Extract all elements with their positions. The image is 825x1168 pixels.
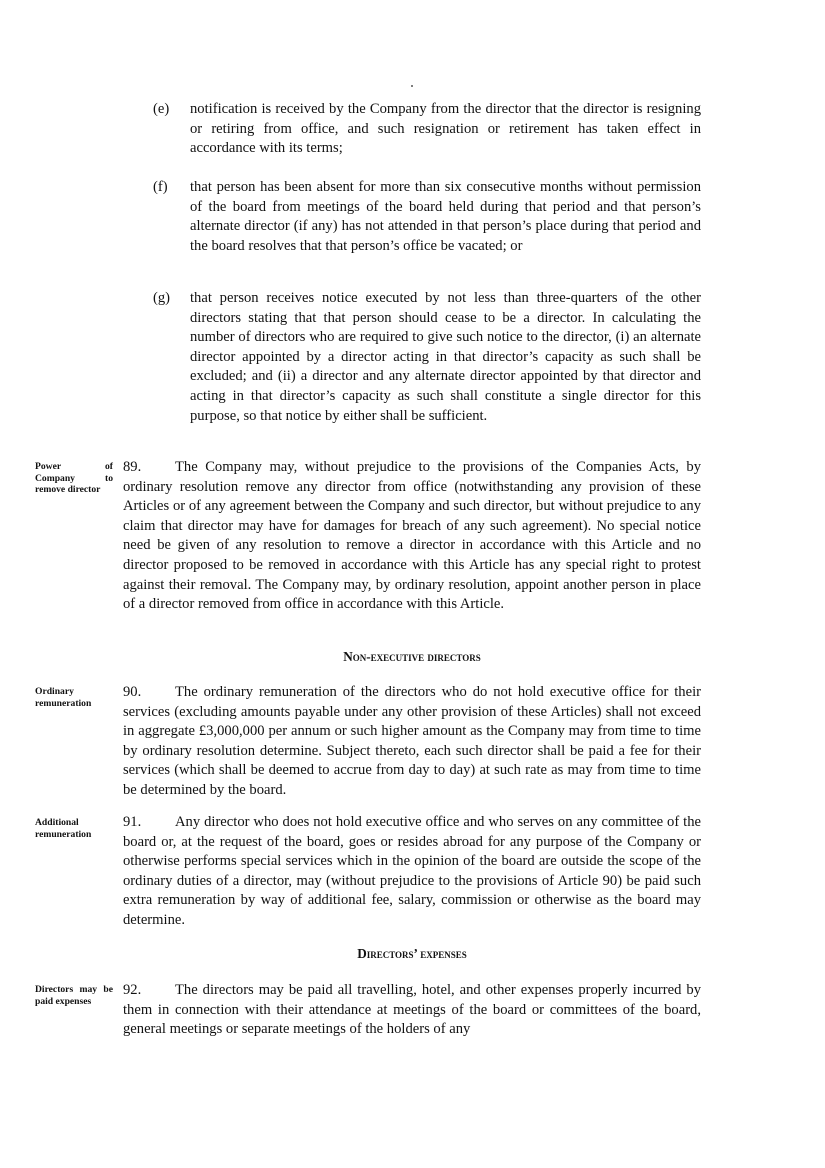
- article-number: 90.: [123, 684, 142, 700]
- heading-text: Directors’ expenses: [357, 946, 467, 961]
- article-number: 92.: [123, 982, 142, 998]
- sub-paragraph-text: notification is received by the Company from the director that the director is resigning or retiring from office, and such resignation or retirement has taken effect in accordance with its terms;: [190, 101, 701, 157]
- heading-text: Non-executive directors: [343, 649, 481, 664]
- side-note-90: Ordinary remuneration: [35, 686, 92, 709]
- article-text: Any director who does not hold executive office and who serves on any committee of the board or, at the request of the board, goes or resides abroad for any purpose of the Company or otherwise performs special services which in the opinion of the board are outside the scope of the ordinary duties of a director, may (without prejudice to the provisions of Article 90) be paid such extra remuneration by way of additional fee, salary, commission or otherwise as the board may determine.: [123, 814, 701, 928]
- section-heading-expenses: [123, 946, 701, 962]
- article-text: The Company may, without prejudice to the provisions of the Companies Acts, by ordinary resolution remove any director from office (notwithstanding any provision of these Articles or of any agreement between the Company and such director, but without prejudice to any claim that director may have for damages for breach of any such agreement). No special notice need be given of any resolution to remove a director in accordance with this Article and no director proposed to be removed in accordance with this Article has any special right to protest against their removal. The Company may, by ordinary resolution, appoint another person in place of a director removed from office in accordance with this Article.: [123, 459, 701, 613]
- article-91: [123, 813, 701, 931]
- sub-paragraph-text: that person has been absent for more than six consecutive months without permission of the board from meetings of the board held during that period and that person’s alternate director (if any) has not attended in that person’s place during that period and the board resolves that that person’s office be vacated; or: [190, 179, 701, 254]
- sub-paragraph-letter: (f): [153, 179, 168, 195]
- section-heading-non-executive: [123, 649, 701, 665]
- article-number: 89.: [123, 459, 142, 475]
- sub-paragraph-letter: (e): [153, 101, 170, 117]
- stray-mark: [411, 85, 413, 87]
- article-text: The directors may be paid all travelling, hotel, and other expenses properly incurred by them in connection with their attendance at meetings of the board or committees of the board, general meetings or separate meetings of the holders of any: [123, 982, 701, 1038]
- sub-paragraph-text: that person receives notice executed by not less than three-quarters of the other directors stating that that person should cease to be a director. In calculating the number of directors who are required to give such notice to the director, (i) an alternate director appointed by a director acting in that director’s capacity as such shall be excluded; and (ii) a director and any alternate director appointed by that director and acting in that director’s capacity as such shall constitute a single director for this purpose, so that notice by either shall be sufficient.: [190, 290, 701, 424]
- side-note-89: Power of Company to remove director: [35, 461, 113, 496]
- article-90: [123, 683, 701, 801]
- article-text: The ordinary remuneration of the directors who do not hold executive office for their services (excluding amounts payable under any other provision of these Articles) shall not exceed in aggregate £3,000,000 per annum or such higher amount as the Company may from time to time by ordinary resolution determine. Subject thereto, each such director shall be paid a fee for their services (which shall be deemed to accrue from day to day) at such rate as may from time to time be determined by the board.: [123, 684, 701, 798]
- article-92: [123, 981, 701, 1040]
- side-note-91: Additional remuneration: [35, 817, 92, 840]
- sub-paragraph-letter: (g): [153, 290, 171, 306]
- article-89: [123, 458, 701, 615]
- article-number: 91.: [123, 814, 142, 830]
- side-note-92: Directors may be paid expenses: [35, 984, 113, 1007]
